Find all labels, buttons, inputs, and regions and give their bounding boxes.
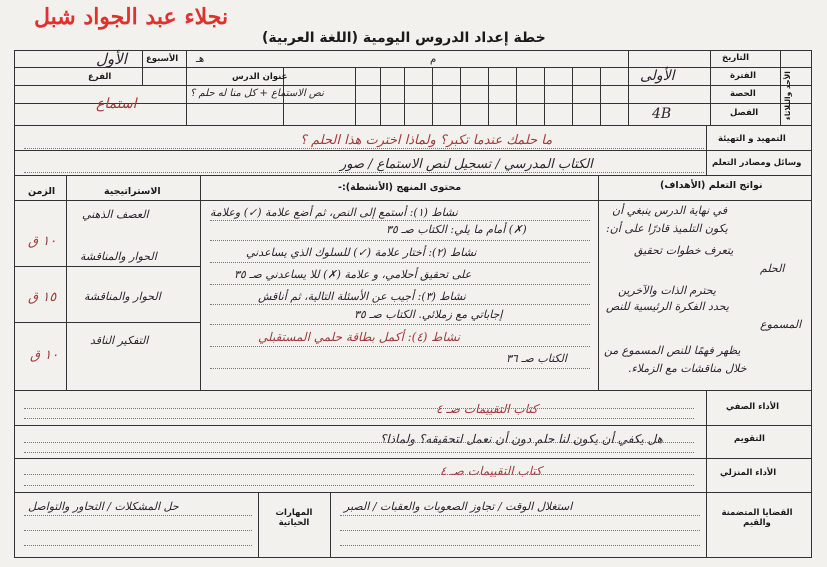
activity-line: نشاط (٢): أختار علامة (✓) للسلوك الذي يساعدني xyxy=(246,246,477,259)
strategy-item: الحوار والمناقشة xyxy=(84,290,161,303)
week-label: الأسبوع xyxy=(146,54,179,64)
time-item: ١٥ ق xyxy=(28,290,57,305)
evaluation-label: التقويم xyxy=(734,434,765,444)
time-item: ١٠ ق xyxy=(28,234,57,249)
branch-value: استماع xyxy=(96,96,137,112)
skills-label: المهارات الحياتية xyxy=(275,508,313,528)
issues-value: استغلال الوقت / تجاوز الصعوبات والعقبات / الصبر xyxy=(344,500,573,513)
strategy-item: العصف الذهني xyxy=(82,208,149,221)
period-label: الفترة xyxy=(730,71,756,81)
outcome-line: يتعرف خطوات تحقيق xyxy=(634,244,734,257)
greg-mark: م xyxy=(430,54,437,65)
outcome-line: يكون التلميذ قادرًا على أن: xyxy=(606,222,728,235)
intro-value: ما حلمك عندما تكبر؟ ولماذا اخترت هذا الحلم ؟ xyxy=(300,133,553,148)
intro-label: التمهيد و التهيئة xyxy=(718,134,786,144)
outcome-line: يحدد الفكرة الرئيسية للنص xyxy=(606,300,729,313)
skills-value: حل المشكلات / التحاور والتواصل xyxy=(28,500,179,513)
strategy-item: الحوار والمناقشة xyxy=(80,250,157,263)
resources-value: الكتاب المدرسي / تسجيل لنص الاستماع / صور xyxy=(340,157,593,172)
resources-label: وسائل ومصادر التعلم xyxy=(712,158,802,168)
day-label: الأحد والثلاثاء xyxy=(783,71,792,120)
strategy-item: التفكير الناقد xyxy=(90,334,149,347)
activity-line: إجاباتي مع زملائي. الكتاب صـ ٣٥ xyxy=(354,308,503,321)
page-title: خطة إعداد الدروس اليومية (اللغة العربية) xyxy=(262,30,546,46)
classwork-value: كتاب التقييمات صـ ٤ xyxy=(436,402,538,416)
outcome-line: المسموع xyxy=(760,318,802,331)
activity-line: نشاط (٤): أكمل بطاقة حلمي المستقبلي xyxy=(258,330,461,344)
evaluation-value: هل يكفي أن يكون لنا حلم دون أن نعمل لتحقيقه؟ ولماذا؟ xyxy=(380,432,663,446)
class-value: 4B xyxy=(652,106,672,122)
outcome-line: خلال مناقشات مع الزملاء. xyxy=(628,362,747,375)
activity-line: نشاط (١): أستمع إلى النص، ثم أضع علامة (✓) وعلامة xyxy=(210,206,458,219)
lesson-title-value: نص الاستماع + كل منا له حلم ؟ xyxy=(190,88,324,99)
homework-label: الأداء المنزلي xyxy=(720,468,777,478)
author-name: نجلاء عبد الجواد شبل xyxy=(34,4,229,30)
time-col-header: الزمن xyxy=(28,186,56,197)
activity-line: نشاط (٣): أجيب عن الأسئلة التالية، ثم أناقش xyxy=(258,290,466,303)
classwork-label: الأداء الصفي xyxy=(726,402,780,412)
period-value: الأولى xyxy=(640,68,675,84)
hijri-mark: هـ xyxy=(196,54,205,65)
issues-label: القضايا المتضمنة والقيم xyxy=(721,508,793,528)
session-label: الحصة xyxy=(730,89,756,99)
outcome-line: يحترم الذات والآخرين xyxy=(618,284,716,297)
time-item: ١٠ ق xyxy=(30,348,59,363)
lesson-title-label: عنوان الدرس xyxy=(232,72,288,82)
class-label: الفصل xyxy=(730,108,759,118)
activity-line: (✗) أمام ما يلي: الكتاب صـ ٣٥ xyxy=(386,223,527,236)
content-col-header: محتوى المنهج (الأنشطة):- xyxy=(338,182,462,193)
activity-line: على تحقيق أحلامي، و علامة (✗) للا يساعدني صـ ٣٥ xyxy=(234,268,472,281)
activity-line: الكتاب صـ ٣٦ xyxy=(506,352,567,365)
branch-label: الفرع xyxy=(88,72,112,82)
week-value: الأول xyxy=(96,50,127,68)
outcome-line: في نهاية الدرس ينبغي أن xyxy=(612,204,728,217)
date-label: التاريخ xyxy=(722,53,749,63)
homework-value: كتاب التقييمات صـ ٤ xyxy=(440,464,542,478)
outcome-line: الحلم xyxy=(760,262,785,275)
outcome-line: يظهر فهمًا للنص المسموع من xyxy=(604,344,741,357)
outcomes-col-header: نواتج التعلم (الأهداف) xyxy=(660,180,763,191)
strategy-col-header: الاستراتيجية xyxy=(104,186,161,197)
